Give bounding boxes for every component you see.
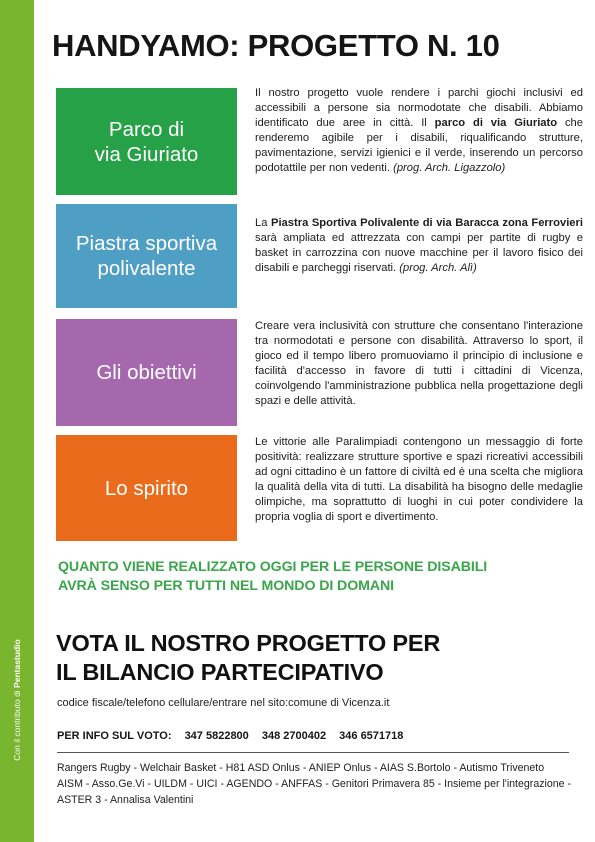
page-title: HANDYAMO: PROGETTO N. 10	[52, 28, 500, 63]
vote-heading-line2: IL BILANCIO PARTECIPATIVO	[56, 659, 384, 685]
desc-bold: parco di via Giuriato	[434, 117, 558, 130]
vote-heading	[56, 629, 586, 687]
desc-bold: Piastra Sportiva Polivalente di via Baracca zona Ferrovieri	[270, 217, 583, 229]
divider	[57, 752, 569, 753]
block-label: Lo spirito	[104, 476, 189, 500]
slogan	[58, 558, 578, 596]
associations-list: Rangers Rugby - Welchair Basket - H81 ASD Onlus - ANIEP Onlus - AIAS S.Bortolo - Autismo Triveneto AISM - Asso.Ge.Vi - UILDM - UICI - AGENDO - ANFFAS - Genitori Primavera 85 - Insieme per l'integrazione - ASTER 3 - Annalisa Valentini	[57, 762, 572, 806]
info-line	[57, 730, 413, 742]
block-parco-giuriato	[56, 88, 237, 195]
section-obiettivi	[56, 319, 583, 426]
block-label-line2: polivalente	[97, 257, 196, 280]
desc-text: che renderemo agibile per i disabili, riqualificando strutture, pavimentazione, servizi igienici e il verde, inserendo un percorso podotattile per non vedenti.	[255, 117, 583, 175]
desc-text: sarà ampliata ed attrezzata con campi per partite di rugby e basket in carrozzina con nuove macchine per il lavoro fisico dei disabili e parcheggi riservati.	[255, 232, 583, 275]
section-description: Creare vera inclusività con strutture che consentano l'interazione tra normodotati e persone con disabilità. Attraverso lo sport, il gioco ed il tempo libero promuoviamo il principio di inclusione e facilità d'accesso in favore di tutti i cittadini di Vicenza, coinvolgendo l'amministrazione pubblica nella progettazione degli spazi e delle attività.	[255, 320, 583, 408]
credit-prefix: Con il contributo di	[12, 687, 22, 761]
slogan-line2: AVRÀ SENSO PER TUTTI NEL MONDO DI DOMANI	[58, 578, 394, 594]
block-piastra-sportiva	[56, 204, 237, 308]
credit-name: Pentastudio	[12, 639, 22, 688]
sidebar-credit	[12, 639, 22, 760]
desc-text: Il nostro progetto vuole rendere i parchi giochi inclusivi ed accessibili a persone sia normodotate che disabili. Abbiamo identificato due aree in città. Il	[255, 87, 583, 130]
block-label: Gli obiettivi	[96, 361, 197, 384]
phone-number: 346 6571718	[339, 730, 404, 742]
vote-instructions: codice fiscale/telefono cellulare/entrare nel sito:comune di Vicenza.it	[57, 697, 390, 709]
vote-heading-line1: VOTA IL NOSTRO PROGETTO PER	[56, 630, 441, 656]
desc-credit: (prog. Arch. Alì)	[399, 262, 477, 275]
block-label-line1: Piastra sportiva	[75, 232, 218, 255]
section-description	[255, 216, 583, 308]
desc-text: La	[255, 217, 271, 229]
section-description	[255, 86, 583, 195]
section-parco-giuriato	[56, 88, 583, 195]
slogan-line1: QUANTO VIENE REALIZZATO OGGI PER LE PERSONE DISABILI	[58, 559, 488, 575]
block-label-line1: Parco di	[108, 117, 185, 141]
section-piastra-sportiva	[56, 204, 583, 308]
block-spirito	[56, 435, 237, 541]
block-obiettivi	[56, 319, 237, 426]
desc-credit: (prog. Arch. Ligazzolo)	[393, 162, 506, 175]
phone-number: 347 5822800	[184, 730, 249, 742]
section-description: Le vittorie alle Paralimpiadi contengono un messaggio di forte positività: realizzare strutture sportive e spazi ricreativi accessibili ad ogni cittadino è un fattore di civiltà ed è una scelta che migliora la qualità della vita di tutti. La disabilità ha bisogno delle medaglie olimpiche, ma soprattutto di luoghi in cui poter condividere la propria voglia di sport e divertimento.	[255, 436, 583, 524]
phone-number: 348 2700402	[261, 730, 327, 742]
block-label-line2: via Giuriato	[94, 142, 199, 166]
section-spirito	[56, 435, 583, 541]
green-sidebar	[0, 0, 34, 842]
info-label: PER INFO SUL VOTO:	[57, 730, 172, 742]
